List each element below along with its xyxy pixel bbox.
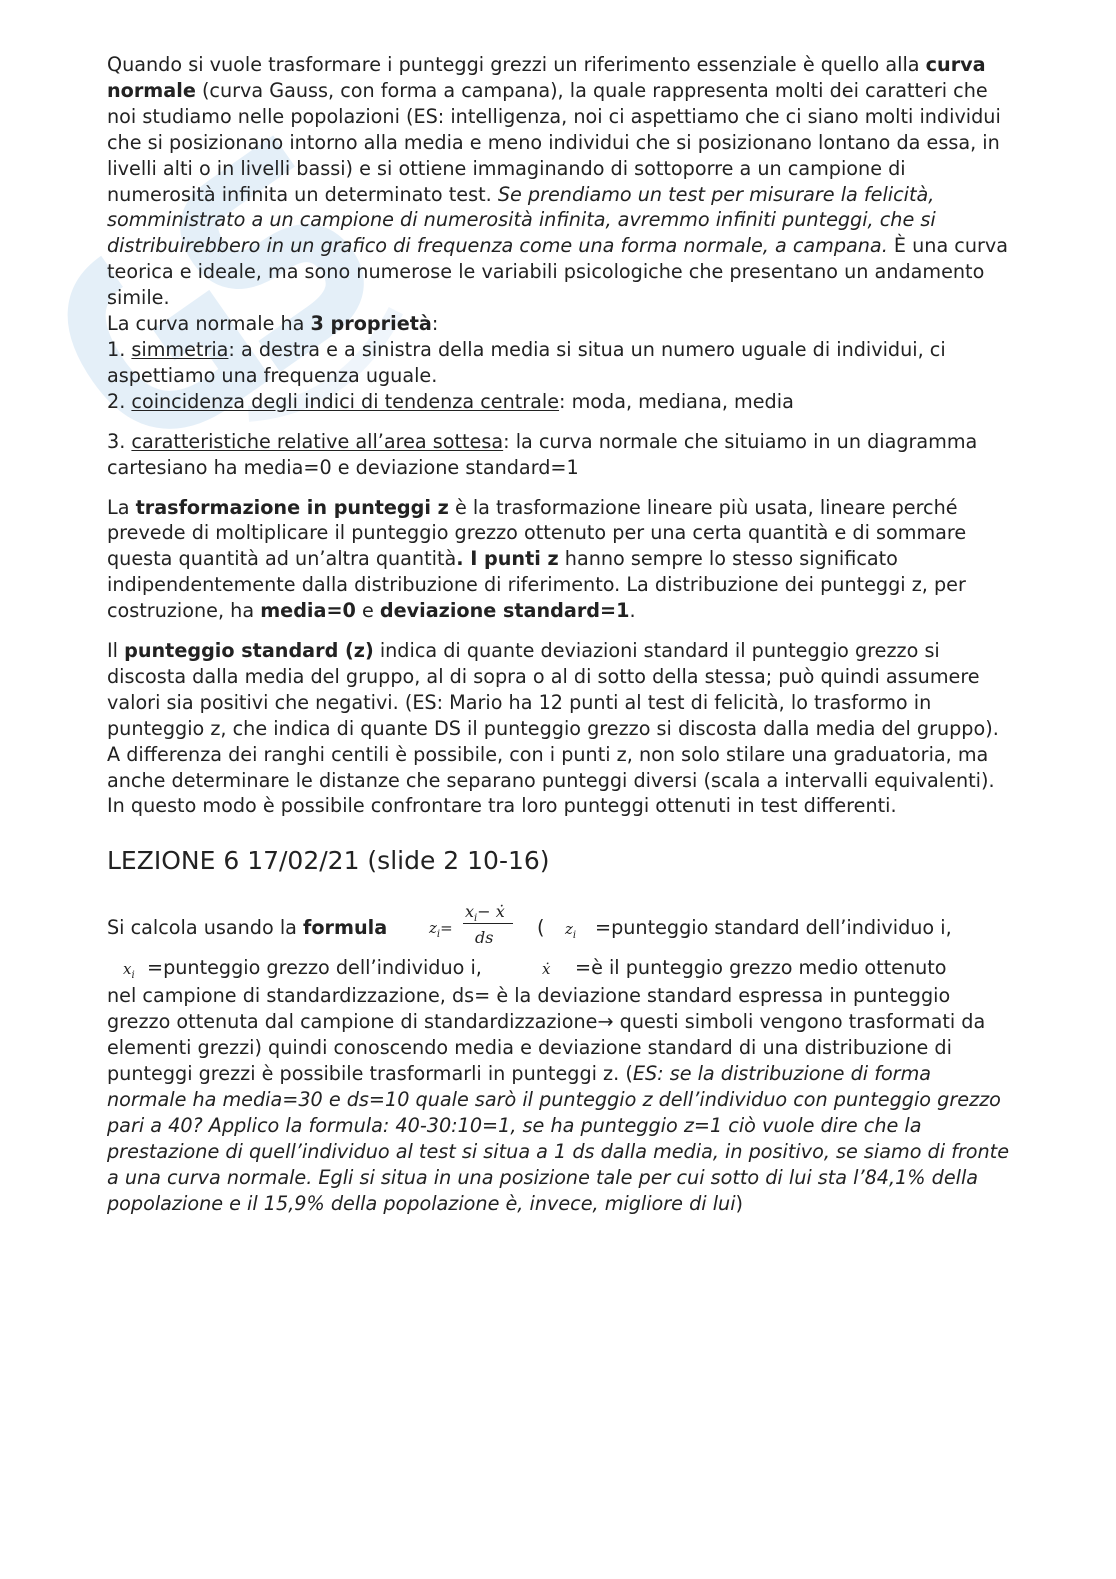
property-item-2: 2. coincidenza degli indici di tendenza centrale: moda, mediana, media [107, 389, 794, 413]
property-item-3: 3. caratteristiche relative all’area sottesa: la curva normale che situiamo in un diagramma cartesiano ha media=0 e deviazione standard=1 [107, 429, 978, 479]
arrow-icon: → [597, 1010, 614, 1034]
lesson-heading: LEZIONE 6 17/02/21 (slide 2 10-16) [107, 846, 550, 876]
property-item-1: 1. simmetria: a destra e a sinistra della media si situa un numero uguale di individui, ci aspettiamo una frequenza uguale. [107, 337, 946, 387]
z-formula: $z_i=$ $x_i-$ ẋ ds [429, 899, 519, 953]
properties-lead: La curva normale ha 3 proprietà: [107, 312, 439, 336]
document-page [107, 52, 1012, 1217]
fraction-bar [463, 923, 513, 924]
formula-symbols-line: $x_i$ =punteggio grezzo dell’individuo i, ẋ =è il punteggio grezzo medio ottenuto [123, 956, 947, 982]
z-transformation-paragraph: La trasformazione in punteggi z è la trasformazione lineare più usata, lineare perché prevede di moltiplicare il punteggio grezzo ottenuto per una certa quantità e di sommare questa quantità ad un’altra quantità. I punti z hanno sempre lo stesso significato indipendentemente dalla distribuzione di riferimento. La distribuzione dei punteggi z, per costruzione, ha media=0 e deviazione standard=1. [107, 495, 967, 623]
formula-line: Si calcola usando la formula $z_i=$ $x_i-$ ẋ ds ( $z_i$ =punteggio standard dell’individuo i, [107, 905, 1012, 949]
intro-paragraph: Quando si vuole trasformare i punteggi grezzi un riferimento essenziale è quello alla curva normale (curva Gauss, con forma a campana), la quale rappresenta molti dei caratteri che noi studiamo nelle popolazioni (ES: intelligenza, noi ci aspettiamo che ci siano molti individui che si posizionano intorno alla media e meno individui che si posizionano lontano da essa, in livelli alti o in livelli bassi) e si ottiene immaginando di sottoporre a un campione di numerosità infinita un determinato test. Se prendiamo un test per misurare la felicità, somministrato a un campione di numerosità infinita, avremmo infiniti punteggi, che si distribuirebbero in un grafico di frequenza come una forma normale, a campana. È una curva teorica e ideale, ma sono numerose le variabili psicologiche che presentano un andamento simile. [107, 53, 1009, 310]
formula-explanation-paragraph: nel campione di standardizzazione, ds= è la deviazione standard espressa in punteggio grezzo ottenuta dal campione di standardizzazione→ questi simboli vengono trasformati da elementi grezzi) quindi conoscendo media e deviazione standard di una distribuzione di punteggi grezzi è possibile trasformarli in punteggi z. (ES: se la distribuzione di forma normale ha media=30 e ds=10 quale sarò il punteggio z dell’individuo con punteggio grezzo pari a 40? Applico la formula: 40-30:10=1, se ha punteggio z=1 ciò vuole dire che la prestazione di quell’individuo al test si situa a 1 ds dalla media, in positivo, se siamo di fronte a una curva normale. Egli si situa in una posizione tale per cui sotto di lui sta l’84,1% della popolazione e il 15,9% della popolazione è, invece, migliore di lui) [107, 984, 1010, 1215]
z-standard-paragraph: Il punteggio standard (z) indica di quante deviazioni standard il punteggio grezzo si discosta dalla media del gruppo, al di sopra o al di sotto della stessa; può quindi assumere valori sia positivi che negativi. (ES: Mario ha 12 punti al test di felicità, lo trasformo in punteggio z, che indica di quante DS il punteggio grezzo si discosta dalla media del gruppo). A differenza dei ranghi centili è possibile, con i punti z, non solo stilare una graduatoria, ma anche determinare le distanze che separano punteggi diversi (scala a intervalli equivalenti). In questo modo è possibile confrontare tra loro punteggi ottenuti in test differenti. [107, 639, 999, 818]
